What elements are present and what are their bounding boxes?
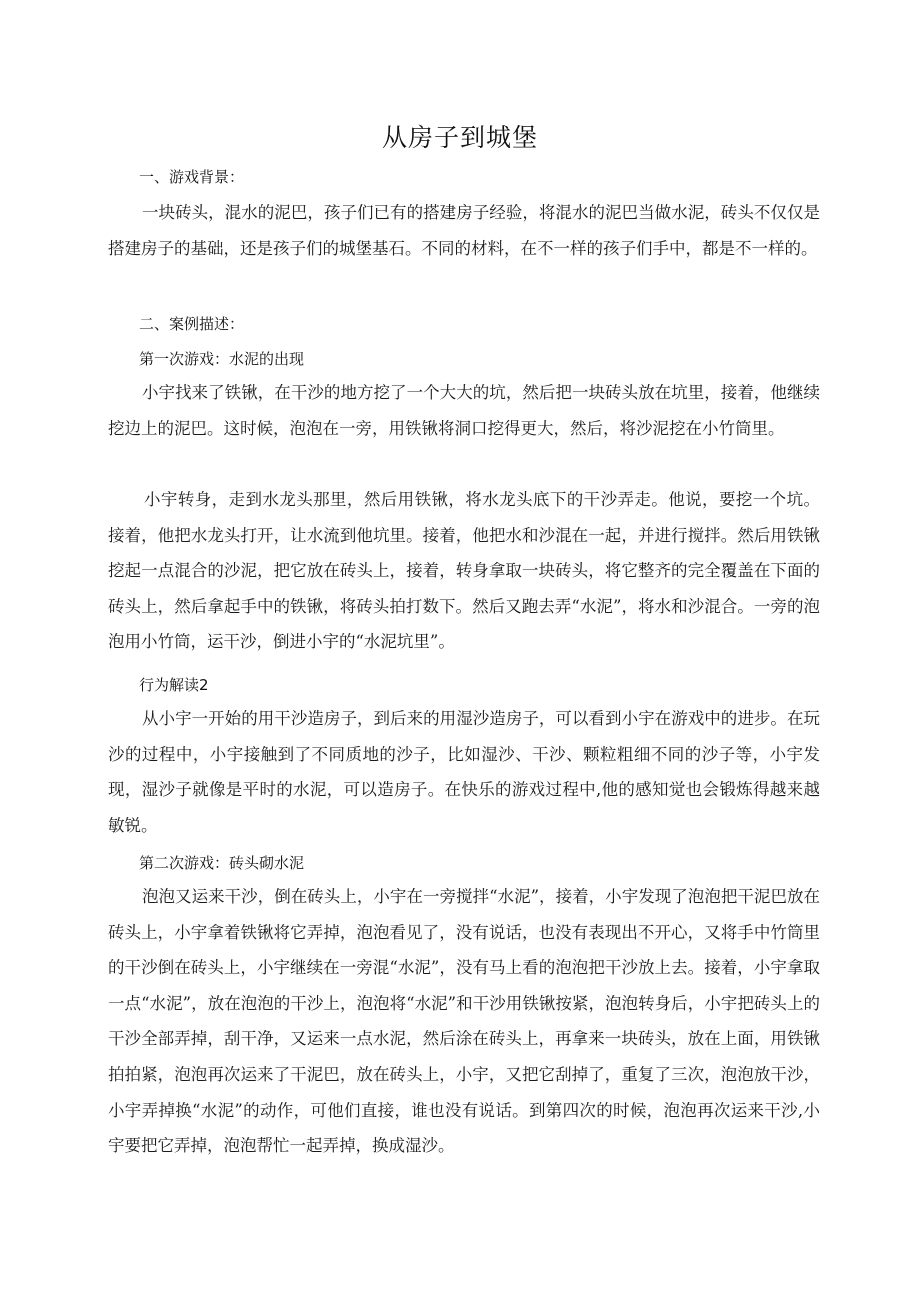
section-heading-case: 二、案例描述：: [139, 315, 245, 333]
interpretation-paragraph: [108, 701, 820, 843]
game1-paragraph-1: [108, 375, 820, 446]
game2-paragraph: [108, 879, 820, 1164]
subheading-game-2: 第二次游戏：砖头砌水泥: [139, 854, 305, 872]
interpretation-paragraph-text: 从小宇一开始的用干沙造房子，到后来的用湿沙造房子，可以看到小宇在游戏中的进步。在玩沙的过程中，小宇接触到了不同质地的沙子，比如湿沙、干沙、颗粒粗细不同的沙子等，小宇发现，湿沙子就像是平时的水泥，可以造房子。在快乐的游戏过程中,他的感知觉也会锻炼得越来越敏锐。: [108, 709, 820, 835]
game1-paragraph-2: [108, 482, 820, 660]
section-heading-background: 一、游戏背景：: [139, 168, 245, 186]
game2-paragraph-text: 泡泡又运来干沙，倒在砖头上，小宇在一旁搅拌“水泥”，接着，小宇发现了泡泡把干泥巴放在砖头上，小宇拿着铁锹将它弄掉，泡泡看见了，没有说话，也没有表现出不开心，又将手中竹筒里的干沙倒在砖头上，小宇继续在一旁混“水泥”，没有马上看的泡泡把干沙放上去。接着，小宇拿取一点“水泥”，放在泡泡的干沙上，泡泡将“水泥”和干沙用铁锹按紧，泡泡转身后，小宇把砖头上的干沙全部弄掉，刮干净，又运来一点水泥，然后涂在砖头上，再拿来一块砖头，放在上面，用铁锹拍拍紧，泡泡再次运来了干泥巴，放在砖头上，小宇，又把它刮掉了，重复了三次，泡泡放干沙，小宇弄掉换“水泥”的动作，可他们直接，谁也没有说话。到第四次的时候，泡泡再次运来干沙,小宇要把它弄掉，泡泡帮忙一起弄掉，换成湿沙。: [108, 887, 820, 1156]
game1-paragraph-1-text: 小宇找来了铁锹，在干沙的地方挖了一个大大的坑，然后把一块砖头放在坑里，接着，他继续挖边上的泥巴。这时候，泡泡在一旁，用铁锹将洞口挖得更大，然后，将沙泥挖在小竹筒里。: [108, 383, 820, 438]
game1-paragraph-2-text: 小宇转身，走到水龙头那里，然后用铁锹，将水龙头底下的干沙弄走。他说，要挖一个坑。接着，他把水龙头打开，让水流到他坑里。接着，他把水和沙混在一起，并进行搅拌。然后用铁锹挖起一点混合的沙泥，把它放在砖头上，接着，转身拿取一块砖头，将它整齐的完全覆盖在下面的砖头上，然后拿起手中的铁锹，将砖头拍打数下。然后又跑去弄“水泥”，将水和沙混合。一旁的泡泡用小竹筒，运干沙，倒进小宇的“水泥坑里”。: [108, 490, 820, 652]
document-title: 从房子到城堡: [381, 123, 538, 152]
subheading-game-1: 第一次游戏：水泥的出现: [139, 350, 305, 368]
background-paragraph-text: 一块砖头，混水的泥巴，孩子们已有的搭建房子经验，将混水的泥巴当做水泥，砖头不仅仅是搭建房子的基础，还是孩子们的城堡基石。不同的材料，在不一样的孩子们手中，都是不一样的。: [108, 203, 820, 258]
background-paragraph: [108, 195, 820, 266]
subheading-interpretation: 行为解读2: [139, 676, 209, 694]
